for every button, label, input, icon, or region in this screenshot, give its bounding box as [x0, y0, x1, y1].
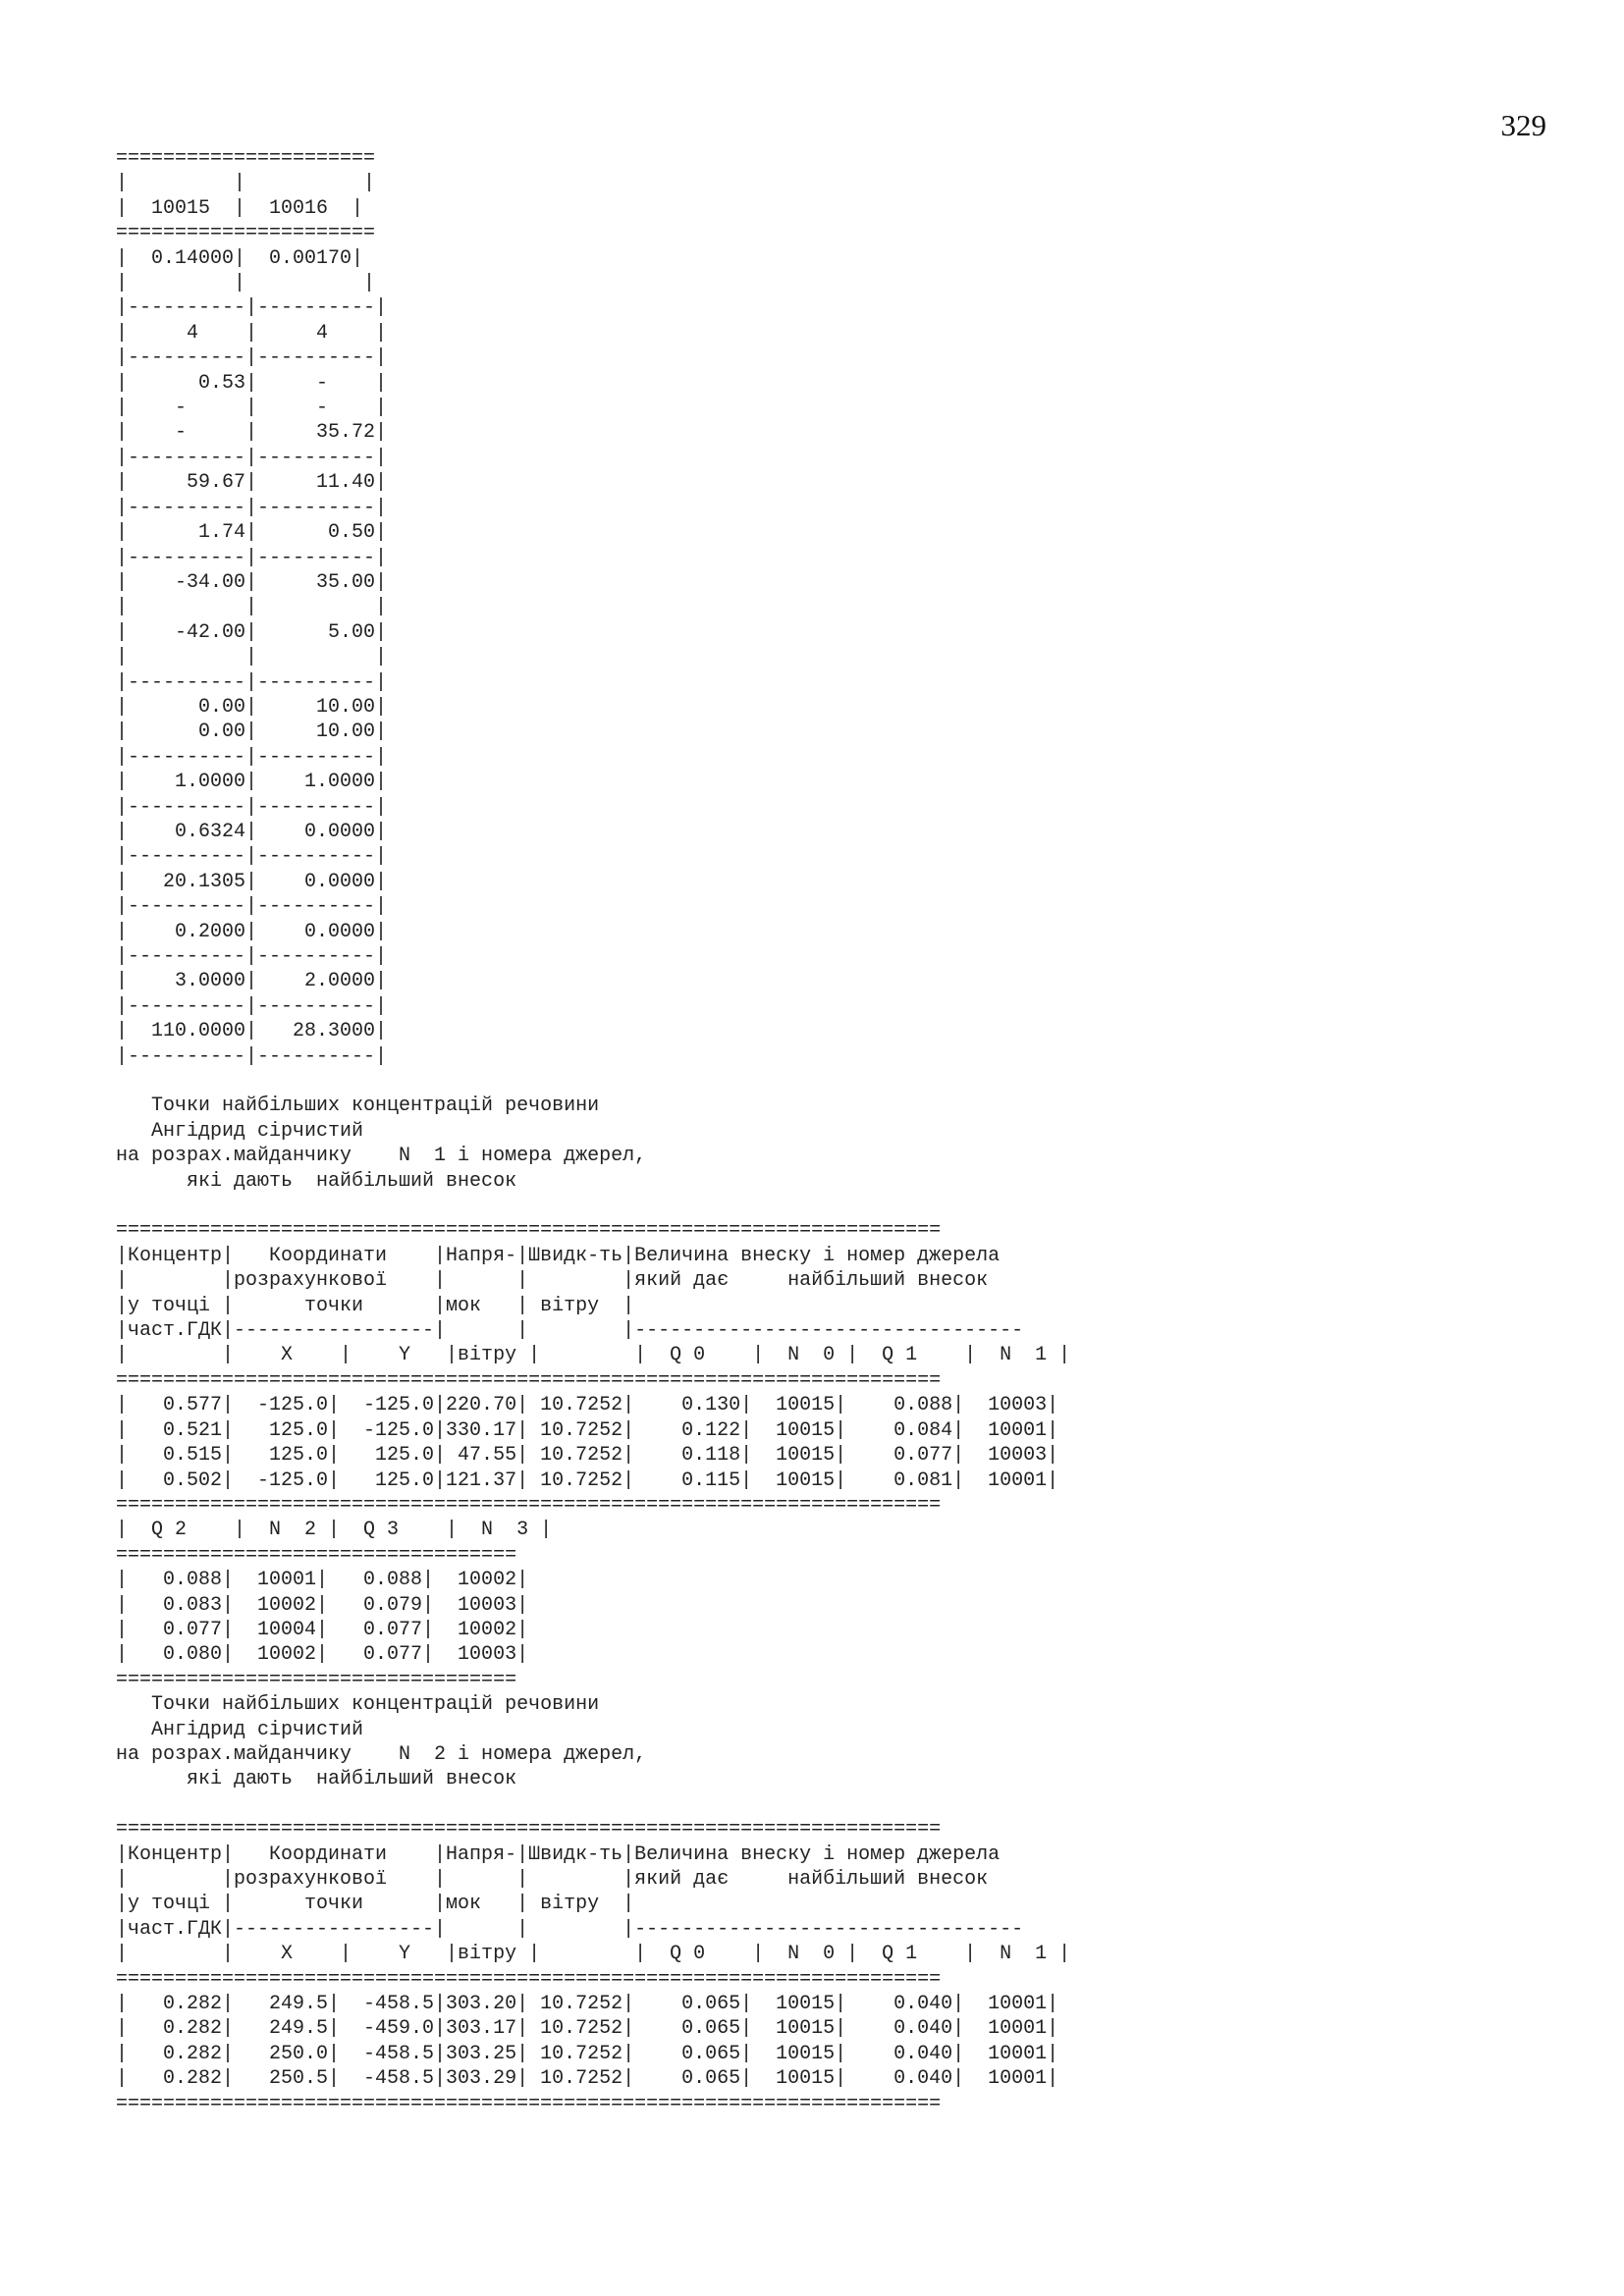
- listing-line: на розрах.майданчику N 2 і номера джерел,: [116, 1742, 647, 1766]
- listing-line: | 59.67| 11.40|: [116, 471, 388, 495]
- listing-line: ======================================================================: [116, 1818, 942, 1842]
- listing-line: ======================: [116, 222, 376, 245]
- report-listing: [116, 146, 1070, 2116]
- listing-line: | 1.0000| 1.0000|: [116, 771, 388, 794]
- listing-line: |част.ГДК|-----------------| | |---------------------------------: [116, 1917, 1024, 1941]
- listing-line: | 0.282| 250.0| -458.5|303.25| 10.7252| 0.065| 10015| 0.040| 10001|: [116, 2042, 1059, 2065]
- listing-line: |----------|----------|: [116, 347, 388, 370]
- listing-line: | - | - |: [116, 397, 388, 420]
- listing-line: |----------|----------|: [116, 670, 388, 694]
- listing-line: | 0.14000| 0.00170|: [116, 246, 364, 270]
- listing-line: | | |: [116, 172, 376, 195]
- listing-line: | 0.502| -125.0| 125.0|121.37| 10.7252| 0.115| 10015| 0.081| 10001|: [116, 1468, 1059, 1492]
- listing-line: | 0.083| 10002| 0.079| 10003|: [116, 1593, 529, 1617]
- listing-line: |----------|----------|: [116, 845, 388, 869]
- listing-line: ======================: [116, 147, 376, 170]
- listing-line: [116, 1194, 1070, 1218]
- listing-line: |у точці | точки |мок | вітру |: [116, 1893, 635, 1916]
- listing-line: Ангідрид сірчистий: [116, 1119, 364, 1143]
- listing-line: на розрах.майданчику N 1 і номера джерел,: [116, 1145, 647, 1168]
- listing-line: [116, 1069, 1070, 1094]
- listing-line: |----------|----------|: [116, 945, 388, 968]
- listing-line: | 0.00| 10.00|: [116, 721, 388, 744]
- listing-line: |----------|----------|: [116, 496, 388, 519]
- listing-line: | -34.00| 35.00|: [116, 570, 388, 594]
- page-number: 329: [1500, 108, 1546, 142]
- listing-line: | | |: [116, 646, 388, 669]
- listing-line: | 0.6324| 0.0000|: [116, 820, 388, 843]
- listing-line: |----------|----------|: [116, 994, 388, 1018]
- listing-line: | 0.00| 10.00|: [116, 695, 388, 719]
- listing-line: | 0.088| 10001| 0.088| 10002|: [116, 1569, 529, 1592]
- listing-line: | |розрахункової | | |який дає найбільший внесок: [116, 1269, 989, 1293]
- listing-line: | 20.1305| 0.0000|: [116, 870, 388, 893]
- listing-line: | 3.0000| 2.0000|: [116, 970, 388, 993]
- listing-line: | |розрахункової | | |який дає найбільший внесок: [116, 1867, 989, 1891]
- listing-line: ==================================: [116, 1543, 517, 1567]
- listing-line: ======================================================================: [116, 2092, 942, 2115]
- listing-line: ======================================================================: [116, 1967, 942, 1991]
- listing-line: | 110.0000| 28.3000|: [116, 1020, 388, 1043]
- listing-line: |у точці | точки |мок | вітру |: [116, 1294, 635, 1317]
- listing-line: |Концентр| Координати |Напря-|Швидк-ть|Величина внеску і номер джерела: [116, 1244, 1001, 1267]
- listing-line: | 0.521| 125.0| -125.0|330.17| 10.7252| 0.122| 10015| 0.084| 10001|: [116, 1418, 1059, 1442]
- listing-line: | 0.515| 125.0| 125.0| 47.55| 10.7252| 0.118| 10015| 0.077| 10003|: [116, 1444, 1059, 1468]
- listing-line: |----------|----------|: [116, 546, 388, 569]
- listing-line: | 0.282| 249.5| -459.0|303.17| 10.7252| 0.065| 10015| 0.040| 10001|: [116, 2017, 1059, 2041]
- listing-line: | 4 | 4 |: [116, 321, 388, 345]
- listing-line: |----------|----------|: [116, 446, 388, 469]
- listing-line: ======================================================================: [116, 1493, 942, 1517]
- listing-line: |Концентр| Координати |Напря-|Швидк-ть|Величина внеску і номер джерела: [116, 1842, 1001, 1866]
- listing-line: | Q 2 | N 2 | Q 3 | N 3 |: [116, 1519, 553, 1542]
- listing-line: |----------|----------|: [116, 745, 388, 769]
- listing-line: |----------|----------|: [116, 895, 388, 919]
- listing-line: |част.ГДК|-----------------| | |---------------------------------: [116, 1319, 1024, 1343]
- listing-line: | 10015 | 10016 |: [116, 196, 364, 220]
- listing-line: Точки найбільших концентрацій речовини: [116, 1095, 600, 1118]
- listing-line: | 0.077| 10004| 0.077| 10002|: [116, 1618, 529, 1641]
- listing-line: |----------|----------|: [116, 296, 388, 320]
- listing-line: |----------|----------|: [116, 1044, 388, 1068]
- listing-line: які дають найбільший внесок: [116, 1169, 517, 1193]
- listing-line: | | |: [116, 272, 376, 295]
- listing-line: | 0.282| 249.5| -458.5|303.20| 10.7252| 0.065| 10015| 0.040| 10001|: [116, 1993, 1059, 2016]
- listing-line: | 0.577| -125.0| -125.0|220.70| 10.7252| 0.130| 10015| 0.088| 10003|: [116, 1394, 1059, 1417]
- listing-line: | | |: [116, 596, 388, 619]
- listing-line: ======================================================================: [116, 1219, 942, 1243]
- listing-line: | - | 35.72|: [116, 421, 388, 445]
- listing-line: [116, 1792, 1070, 1817]
- listing-line: | | X | Y |вітру | | Q 0 | N 0 | Q 1 | N 1 |: [116, 1943, 1071, 1966]
- listing-line: ==================================: [116, 1668, 517, 1691]
- listing-line: Ангідрид сірчистий: [116, 1718, 364, 1741]
- listing-line: | 1.74| 0.50|: [116, 521, 388, 545]
- listing-line: ======================================================================: [116, 1368, 942, 1392]
- listing-line: | -42.00| 5.00|: [116, 620, 388, 644]
- listing-line: | 0.080| 10002| 0.077| 10003|: [116, 1643, 529, 1667]
- listing-line: | 0.2000| 0.0000|: [116, 920, 388, 943]
- listing-line: | 0.282| 250.5| -458.5|303.29| 10.7252| 0.065| 10015| 0.040| 10001|: [116, 2067, 1059, 2091]
- listing-line: | 0.53| - |: [116, 371, 388, 395]
- listing-line: | | X | Y |вітру | | Q 0 | N 0 | Q 1 | N 1 |: [116, 1344, 1071, 1367]
- listing-line: які дають найбільший внесок: [116, 1768, 517, 1791]
- listing-line: Точки найбільших концентрацій речовини: [116, 1693, 600, 1717]
- listing-line: |----------|----------|: [116, 795, 388, 819]
